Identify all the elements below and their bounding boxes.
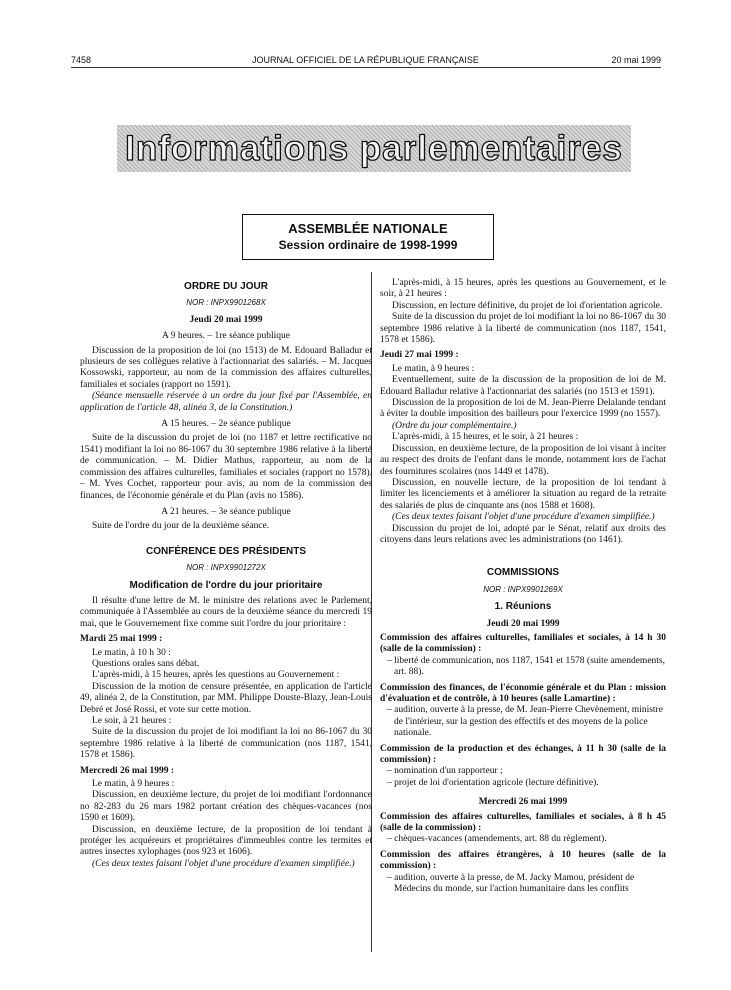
m25-d: Discussion de la motion de censure présentée, en application de l'article 49, alinéa 2, de la Constitution, par MM. Philippe Douste-Blazy, Jean-Louis Debré et José Rossi, et vote sur cette motion.	[80, 681, 372, 715]
s3-heading: A 21 heures. – 3e séance publique	[161, 506, 291, 517]
c2-heading: Commission des finances, de l'économie générale et du Plan : mission d'évaluation et de contrôle, à 10 heures (salle Lamartine) :	[380, 682, 666, 704]
r-c: Suite de la discussion du projet de loi modifiant la loi no 86-1067 du 30 septembre 1986 relative à la liberté de communication (nos 1187, 1541, 1578 et 1586).	[380, 312, 666, 346]
r-b: Discussion, en lecture définitive, du projet de loi d'orientation agricole.	[392, 300, 663, 311]
right-column	[380, 278, 666, 896]
c3-item-2: – projet de loi d'orientation agricole (lecture définitive).	[387, 777, 599, 788]
mercredi26-heading: Mercredi 26 mai 1999 :	[80, 765, 175, 776]
jeudi27-heading: Jeudi 27 mai 1999 :	[380, 350, 459, 361]
modif-title: Modification de l'ordre du jour prioritaire	[129, 579, 323, 591]
comm-nor: NOR : INPX9901269X	[483, 584, 563, 594]
jeudi20-heading: Jeudi 20 mai 1999	[189, 314, 263, 325]
j27-a: Le matin, à 9 heures :	[392, 363, 475, 374]
banner-title: Informations parlementaires	[125, 128, 623, 168]
conf-nor: NOR : INPX9901272X	[186, 563, 266, 573]
m25-b: Questions orales sans débat.	[92, 658, 200, 669]
c4-heading: Commission des affaires culturelles, familiales et sociales, à 8 h 45 (salle de la commission) :	[380, 811, 666, 834]
w26-note: (Ces deux textes faisant l'objet d'une procédure d'examen simplifiée.)	[92, 858, 355, 869]
cw26-heading: Mercredi 26 mai 1999	[478, 797, 568, 808]
j27-note: (Ordre du jour complémentaire.)	[392, 420, 517, 431]
c2-item: – audition, ouverte à la presse, de M. Jean-Pierre Chevènement, ministre de l'intérieur, sur la gestion des effectifs et des moyens de la police nationale.	[387, 705, 663, 739]
ordre-nor: NOR : INPX9901268X	[186, 298, 266, 308]
c1-item: – liberté de communication, nos 1187, 1541 et 1578 (suite amendements, art. 88).	[387, 655, 665, 678]
assembly-box	[242, 214, 494, 260]
comm-title: COMMISSIONS	[486, 567, 560, 579]
reunions-title: 1. Réunions	[494, 601, 552, 613]
s1-text: Discussion de la proposition de loi (no 1513) de M. Edouard Balladur et plusieurs de ses collègues relative à l'actionnariat des salariés. – M. Jacques Kossowski, rapporteur, au nom de la commission des affaires culturelles, familiales et sociales (rapport no 1591).	[80, 345, 372, 390]
c5-heading: Commission des affaires étrangères, à 10 heures (salle de la commission) :	[380, 849, 666, 872]
j27-f: Discussion, en nouvelle lecture, de la proposition de loi tendant à limiter les licenciements et à améliorer la situation au regard de la retraite des salariés de plus de cinquante ans (nos 1588 et 1608).	[380, 477, 666, 511]
c3-heading: Commission de la production et des échanges, à 11 h 30 (salle de la commission) :	[380, 743, 666, 766]
modif-text: Il résulte d'une lettre de M. le ministre des relations avec le Parlement, communiquée à l'Assemblée au cours de la deuxième séance du mercredi 19 mai, que le Gouvernement fixe comme suit l'ordre du jour prioritaire :	[80, 595, 372, 629]
m25-a: Le matin, à 10 h 30 :	[92, 647, 171, 658]
section-banner	[117, 125, 631, 172]
c1-heading: Commission des affaires culturelles, familiales et sociales, à 14 h 30 (salle de la commission) :	[380, 632, 666, 655]
session-title: Session ordinaire de 1998-1999	[278, 238, 458, 252]
assembly-name: ASSEMBLÉE NATIONALE	[288, 221, 448, 236]
c4-item: – chèques-vacances (amendements, art. 88 du règlement).	[387, 834, 607, 845]
m25-e: Le soir, à 21 heures :	[92, 716, 172, 726]
page-number: 7458	[71, 55, 92, 65]
w26-b: Discussion, en deuxième lecture, du projet de loi modifiant l'ordonnance no 82-283 du 26 mars 1982 portant création des chèques-vacances (nos 1590 et 1609).	[80, 790, 372, 824]
j27-c: Discussion de la proposition de loi de M. Jean-Pierre Delalande tendant à éviter la double imposition des bailleurs pour l'exercice 1999 (no 1557).	[380, 398, 666, 420]
ordre-title: ORDRE DU JOUR	[184, 281, 268, 292]
j27-g: Discussion du projet de loi, adopté par le Sénat, relatif aux droits des citoyens dans leurs relations avec les administrations (no 1461).	[380, 523, 666, 545]
s1-heading: A 9 heures. – 1re séance publique	[162, 331, 290, 342]
s1-note: (Séance mensuelle réservée à un ordre du jour fixé par l'Assemblée, en application de l'article 48, alinéa 3, de la Constitution.)	[80, 391, 372, 413]
j27-d: L'après-midi, à 15 heures, et le soir, à 21 heures :	[392, 432, 579, 443]
issue-date: 20 mai 1999	[611, 55, 661, 65]
journal-title: JOURNAL OFFICIEL DE LA RÉPUBLIQUE FRANÇAISE	[252, 55, 479, 65]
m25-c: L'après-midi, à 15 heures, après les questions au Gouvernement :	[92, 670, 340, 681]
cj20-heading: Jeudi 20 mai 1999	[486, 618, 560, 629]
r-a: L'après-midi, à 15 heures, après les questions au Gouvernement, et le soir, à 21 heures :	[380, 278, 666, 300]
c5-item: – audition, ouverte à la presse, de M. Jacky Mamou, président de Médecins du monde, sur l'action humanitaire dans les conflits	[387, 872, 635, 895]
w26-a: Le matin, à 9 heures :	[92, 779, 175, 790]
j27-note2: (Ces deux textes faisant l'objet d'une procédure d'examen simplifiée.)	[392, 512, 655, 523]
j27-b: Eventuellement, suite de la discussion de la proposition de loi de M. Edouard Balladur relative à l'actionnariat des salariés (no 1513 et 1591).	[380, 375, 666, 397]
w26-c: Discussion, en deuxième lecture, de la proposition de loi tendant à protéger les acquéreurs et propriétaires d'immeubles contre les termites et autres insectes xylophages (nos 923 et 1606).	[80, 824, 372, 858]
m25-f: Suite de la discussion du projet de loi modifiant la loi no 86-1067 du 30 septembre 1986 relative à la liberté de communication (nos 1187, 1541, 1578 et 1586).	[80, 727, 372, 761]
left-column	[80, 278, 372, 870]
header-rule	[71, 67, 661, 68]
s2-text: Suite de la discussion du projet de loi (no 1187 et lettre rectificative no 1541) modifiant la loi no 86-1067 du 30 septembre 1986 relative à la liberté de communication. – M. Didier Mathus, rapporteur, au nom de la commission des affaires culturelles, familiales et sociales (rapport no 1578). – M. Yves Cochet, rapporteur pour avis, au nom de la commission des finances, de l'économie générale et du Plan (avis no 1586).	[80, 433, 372, 501]
j27-e: Discussion, en deuxième lecture, de la proposition de loi visant à inciter au respect des droits de l'enfant dans le monde, notamment lors de l'achat des fournitures scolaires (nos 1449 et 1478).	[380, 443, 666, 477]
c3-item-1: – nomination d'un rapporteur ;	[387, 766, 503, 777]
mardi25-heading: Mardi 25 mai 1999 :	[80, 634, 163, 645]
conf-title: CONFÉRENCE DES PRÉSIDENTS	[145, 545, 307, 557]
s3-text: Suite de l'ordre du jour de la deuxième séance.	[92, 521, 270, 532]
s2-heading: A 15 heures. – 2e séance publique	[161, 419, 291, 430]
